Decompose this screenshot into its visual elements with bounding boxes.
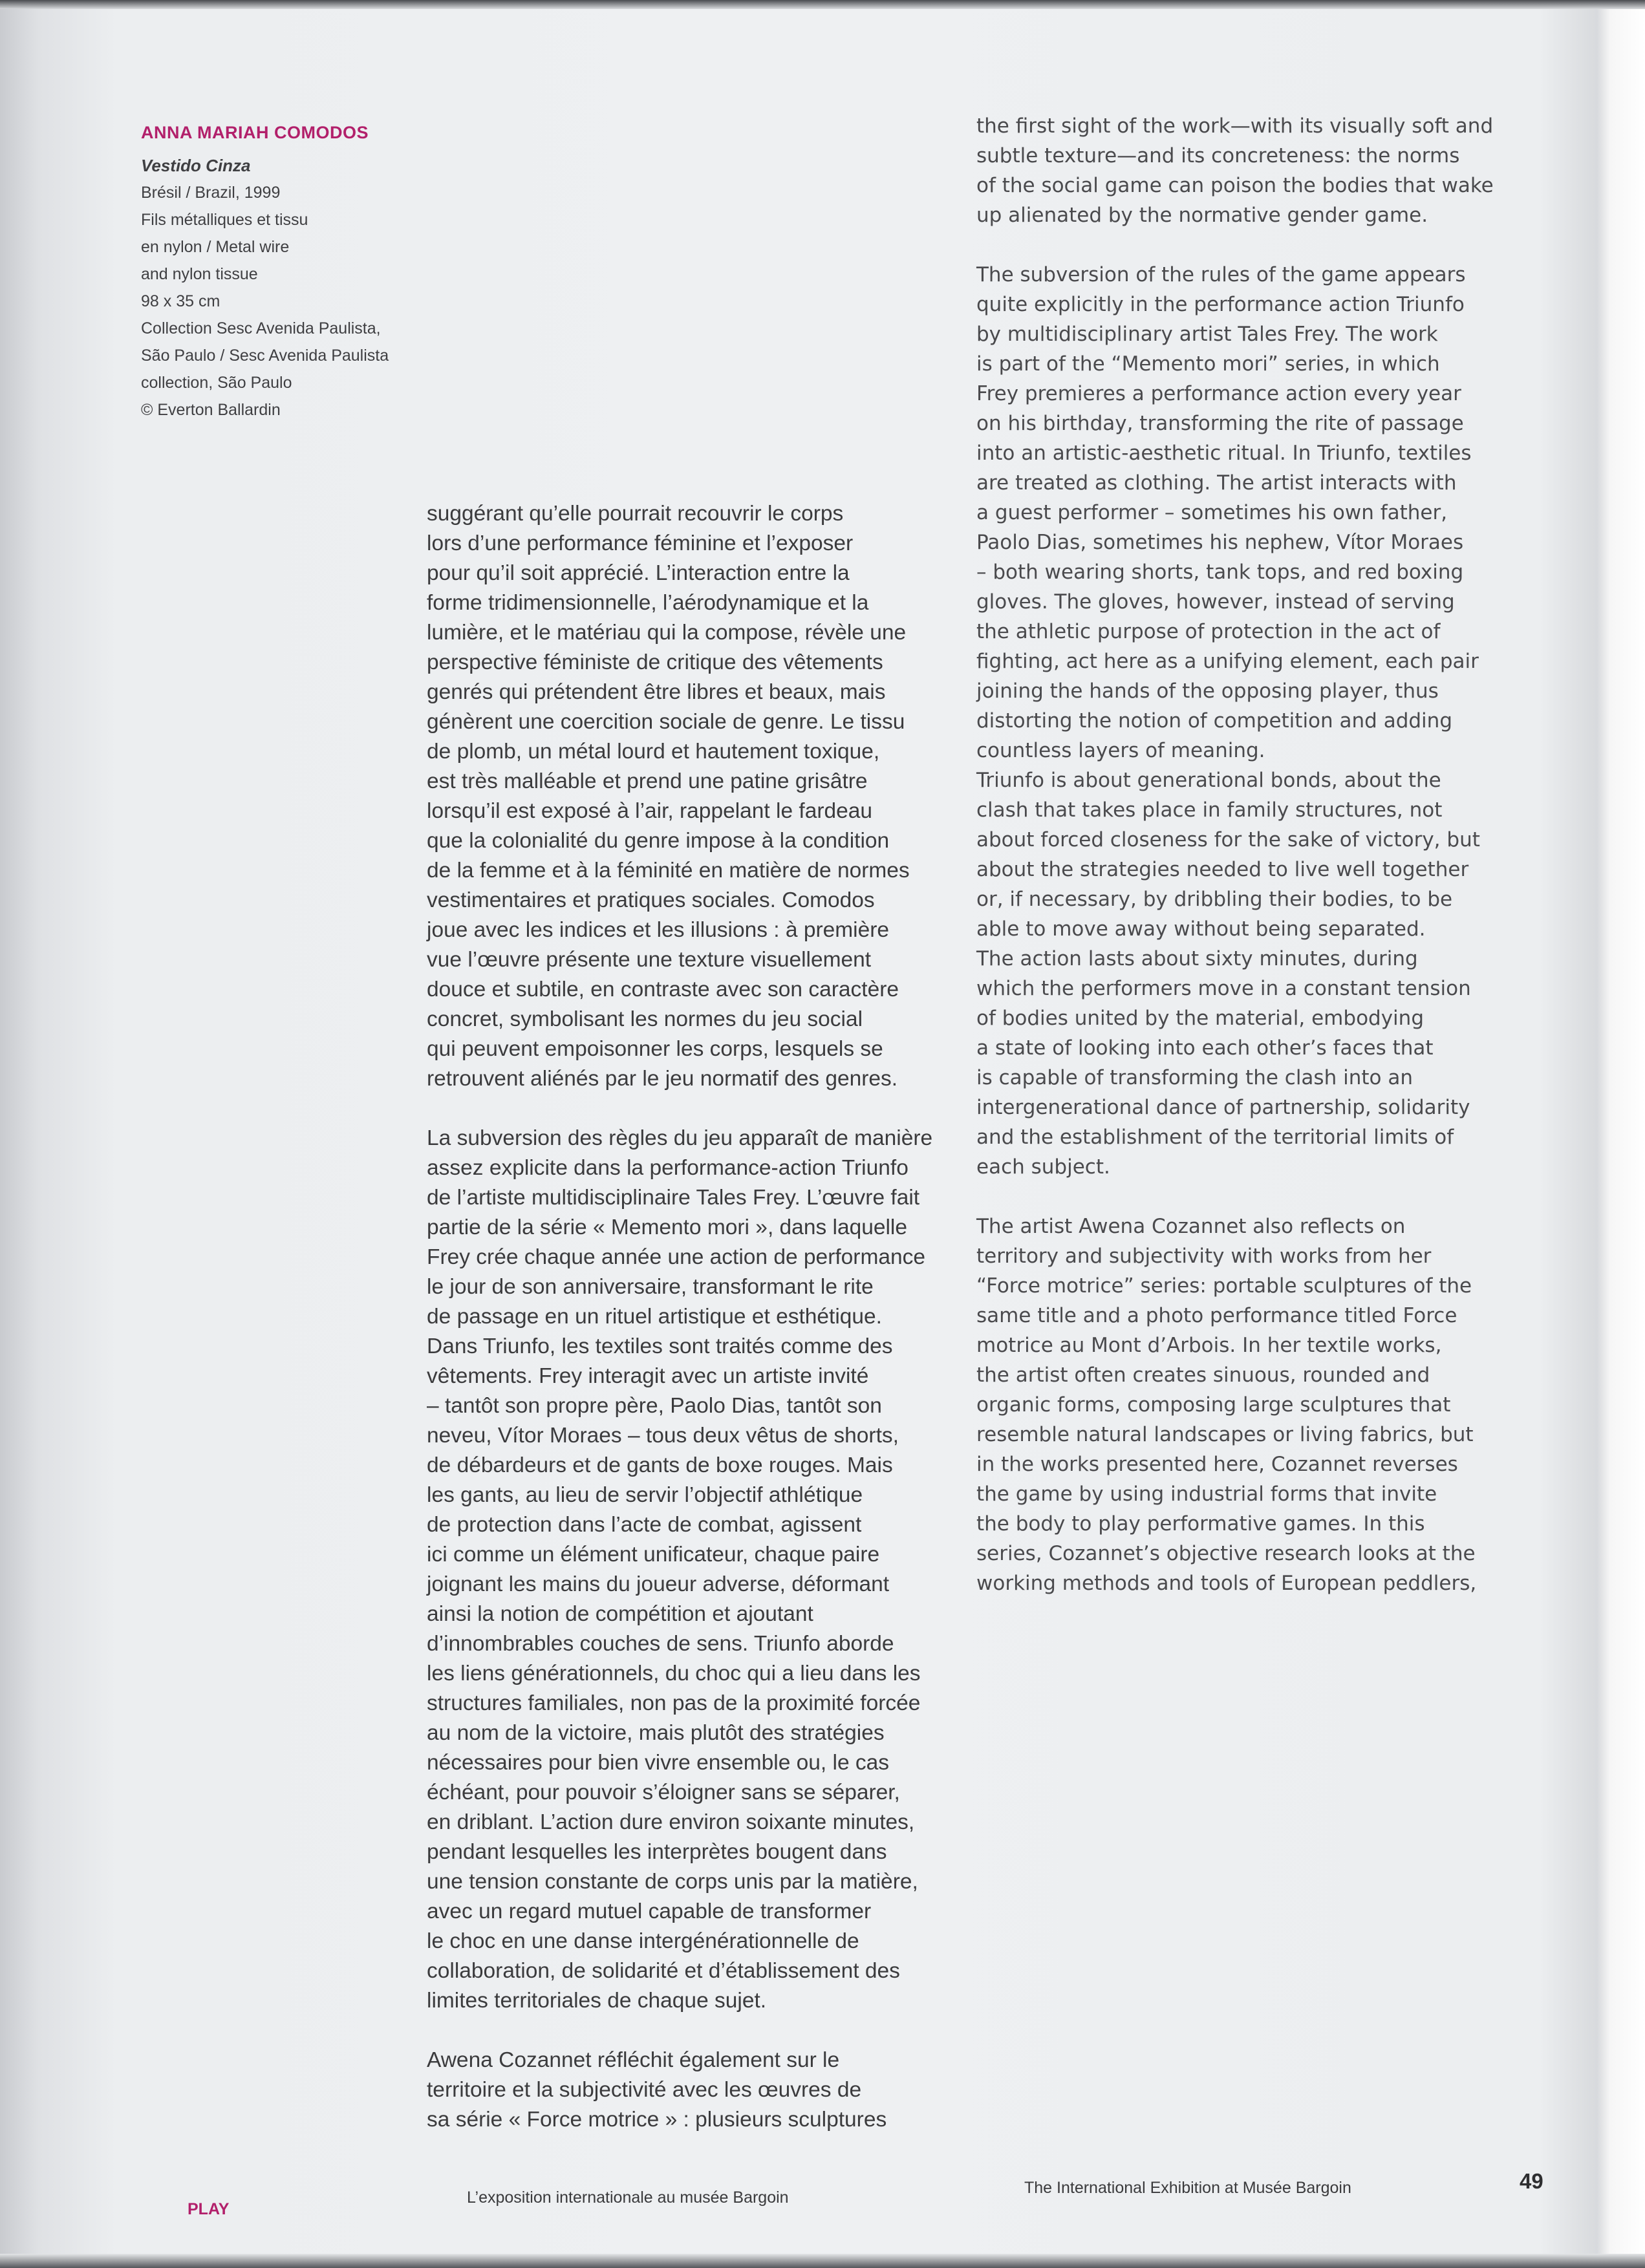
english-text-line: and the establishment of the territorial limits of xyxy=(976,1126,1454,1149)
english-text-line: are treated as clothing. The artist interacts with xyxy=(976,471,1457,495)
french-text-line: douce et subtile, en contraste avec son caractère xyxy=(427,978,899,1001)
english-text-line: motrice au Mont d’Arbois. In her textile works, xyxy=(976,1334,1442,1357)
english-text-line: the game by using industrial forms that invite xyxy=(976,1482,1437,1506)
english-text-line: subtle texture—and its concreteness: the norms xyxy=(976,144,1460,167)
english-text-line: distorting the notion of competition and adding xyxy=(976,709,1452,733)
english-text-line: Triunfo is about generational bonds, about the xyxy=(976,769,1441,792)
french-text-line: le jour de son anniversaire, transformant le rite xyxy=(427,1275,874,1299)
english-text-line: fighting, act here as a unifying element, each pair xyxy=(976,650,1479,673)
english-text-line: about the strategies needed to live well together xyxy=(976,858,1469,881)
english-text-line: a guest performer – sometimes his own father, xyxy=(976,501,1448,524)
french-text-line: nécessaires pour bien vivre ensemble ou, le cas xyxy=(427,1751,890,1775)
english-text-line: the first sight of the work—with its visually soft and xyxy=(976,114,1494,138)
french-text-line: les liens générationnels, du choc qui a lieu dans les xyxy=(427,1662,921,1685)
french-text-line: avec un regard mutuel capable de transformer xyxy=(427,1899,872,1923)
english-text-line: into an artistic-aesthetic ritual. In Triunfo, textiles xyxy=(976,442,1472,465)
french-text-line: La subversion des règles du jeu apparaît de manière xyxy=(427,1126,933,1150)
english-text-line: Paolo Dias, sometimes his nephew, Vítor Moraes xyxy=(976,531,1464,554)
english-text-line: The artist Awena Cozannet also reflects on xyxy=(976,1215,1406,1238)
footer-title-english: The International Exhibition at Musée Bargoin xyxy=(1024,2179,1351,2197)
page-top-shadow xyxy=(0,0,1645,9)
french-text-column xyxy=(427,499,983,2135)
french-text-line: Dans Triunfo, les textiles sont traités comme des xyxy=(427,1334,893,1358)
english-text-column xyxy=(976,111,1520,1598)
english-text-line: about forced closeness for the sake of victory, but xyxy=(976,828,1480,851)
page-bottom-shadow xyxy=(0,2254,1645,2268)
french-text-line: une tension constante de corps unis par la matière, xyxy=(427,1870,918,1894)
english-text-line: or, if necessary, by dribbling their bodies, to be xyxy=(976,888,1453,911)
french-text-line: limites territoriales de chaque sujet. xyxy=(427,1989,767,2013)
english-text-line: The action lasts about sixty minutes, during xyxy=(976,947,1418,970)
french-text-line: de débardeurs et de gants de boxe rouges. Mais xyxy=(427,1453,893,1477)
english-text-line: series, Cozannet’s objective research looks at the xyxy=(976,1542,1476,1565)
credit-line: Fils métalliques et tissu xyxy=(141,211,308,229)
french-text-line: échéant, pour pouvoir s’éloigner sans se séparer, xyxy=(427,1781,900,1804)
english-text-line: in the works presented here, Cozannet reverses xyxy=(976,1453,1458,1476)
french-text-line: lumière, et le matériau qui la compose, révèle une xyxy=(427,621,907,645)
french-text-line: ainsi la notion de compétition et ajoutant xyxy=(427,1602,813,1626)
english-text-line: a state of looking into each other’s faces that xyxy=(976,1036,1434,1060)
french-text-line: vestimentaires et pratiques sociales. Comodos xyxy=(427,888,875,912)
french-text-line: pour qu’il soit apprécié. L’interaction entre la xyxy=(427,561,850,585)
french-text-line: territoire et la subjectivité avec les œuvres de xyxy=(427,2078,862,2102)
french-text-line: est très malléable et prend une patine grisâtre xyxy=(427,769,868,793)
english-text-line: able to move away without being separated. xyxy=(976,917,1426,941)
french-text-line: perspective féministe de critique des vêtements xyxy=(427,650,883,674)
french-text-line: retrouvent aliénés par le jeu normatif des genres. xyxy=(427,1067,898,1091)
english-text-line: countless layers of meaning. xyxy=(976,739,1265,762)
french-text-line: lors d’une performance féminine et l’exposer xyxy=(427,531,854,555)
english-text-line: – both wearing shorts, tank tops, and red boxing xyxy=(976,561,1464,584)
page-number: 49 xyxy=(1520,2169,1543,2193)
english-text-line: each subject. xyxy=(976,1155,1110,1179)
french-text-line: partie de la série « Memento mori », dans laquelle xyxy=(427,1215,907,1239)
french-text-line: assez explicite dans la performance-action Triunfo xyxy=(427,1156,909,1180)
french-text-line: de plomb, un métal lourd et hautement toxique, xyxy=(427,740,880,764)
french-text-line: ici comme un élément unificateur, chaque paire xyxy=(427,1543,880,1567)
credit-line: © Everton Ballardin xyxy=(141,401,281,419)
credit-line: Collection Sesc Avenida Paulista, xyxy=(141,319,381,337)
paragraph-gap xyxy=(427,1094,983,1124)
credit-line: Brésil / Brazil, 1999 xyxy=(141,184,281,202)
french-text-line: le choc en une danse intergénérationnelle de xyxy=(427,1929,859,1953)
french-text-line: au nom de la victoire, mais plutôt des stratégies xyxy=(427,1721,885,1745)
french-text-line: qui peuvent empoisonner les corps, lesquels se xyxy=(427,1037,883,1061)
french-text-line: de protection dans l’acte de combat, agissent xyxy=(427,1513,862,1537)
french-text-line: structures familiales, non pas de la proximité forcée xyxy=(427,1691,921,1715)
english-text-line: clash that takes place in family structures, not xyxy=(976,798,1443,822)
french-text-line: concret, symbolisant les normes du jeu social xyxy=(427,1007,863,1031)
credit-line: collection, São Paulo xyxy=(141,374,292,392)
credit-line: en nylon / Metal wire xyxy=(141,238,290,256)
english-text-line: which the performers move in a constant tension xyxy=(976,977,1471,1000)
paragraph-gap xyxy=(427,2016,983,2046)
english-text-line: joining the hands of the opposing player, thus xyxy=(976,679,1439,703)
english-text-line: organic forms, composing large sculptures that xyxy=(976,1393,1451,1417)
french-text-line: vêtements. Frey interagit avec un artiste invité xyxy=(427,1364,869,1388)
french-text-line: joignant les mains du joueur adverse, déformant xyxy=(427,1572,890,1596)
french-text-line: joue avec les indices et les illusions : à première xyxy=(427,918,890,942)
french-text-line: pendant lesquelles les interprètes bougent dans xyxy=(427,1840,887,1864)
french-text-line: d’innombrables couches de sens. Triunfo aborde xyxy=(427,1632,894,1656)
english-text-line: is capable of transforming the clash into an xyxy=(976,1066,1413,1089)
credit-line: 98 x 35 cm xyxy=(141,292,220,310)
english-text-line: is part of the “Memento mori” series, in which xyxy=(976,352,1440,376)
french-text-line: génèrent une coercition sociale de genre. Le tissu xyxy=(427,710,905,734)
artist-name: ANNA MARIAH COMODOS xyxy=(141,123,369,142)
french-text-line: forme tridimensionnelle, l’aérodynamique et la xyxy=(427,591,869,615)
french-text-line: les gants, au lieu de servir l’objectif athlétique xyxy=(427,1483,863,1507)
french-text-line: de passage en un rituel artistique et esthétique. xyxy=(427,1305,882,1329)
english-text-line: territory and subjectivity with works from her xyxy=(976,1245,1432,1268)
english-text-line: up alienated by the normative gender game. xyxy=(976,204,1428,227)
english-text-line: the body to play performative games. In this xyxy=(976,1512,1425,1535)
english-text-line: of bodies united by the material, embodying xyxy=(976,1007,1424,1030)
english-text-line: quite explicitly in the performance action Triunfo xyxy=(976,293,1465,316)
french-text-line: suggérant qu’elle pourrait recouvrir le corps xyxy=(427,502,844,526)
french-text-line: vue l’œuvre présente une texture visuellement xyxy=(427,948,872,972)
french-text-line: genrés qui prétendent être libres et beaux, mais xyxy=(427,680,886,704)
english-text-line: working methods and tools of European peddlers, xyxy=(976,1572,1477,1595)
footer-title-french: L’exposition internationale au musée Bargoin xyxy=(467,2188,789,2207)
section-label: PLAY xyxy=(188,2200,230,2218)
artwork-credit xyxy=(141,123,425,423)
english-text-line: on his birthday, transforming the rite of passage xyxy=(976,412,1464,435)
english-text-line: resemble natural landscapes or living fabrics, but xyxy=(976,1423,1474,1446)
french-text-line: collaboration, de solidarité et d’établissement des xyxy=(427,1959,900,1983)
english-text-line: the athletic purpose of protection in the act of xyxy=(976,620,1441,643)
artwork-title: Vestido Cinza xyxy=(141,156,251,175)
english-text-line: intergenerational dance of partnership, solidarity xyxy=(976,1096,1470,1119)
french-text-line: sa série « Force motrice » : plusieurs sculptures xyxy=(427,2108,887,2132)
english-text-line: The subversion of the rules of the game appears xyxy=(976,263,1466,286)
paragraph-gap xyxy=(976,1182,1520,1212)
credit-line: São Paulo / Sesc Avenida Paulista xyxy=(141,347,389,365)
french-text-line: Awena Cozannet réfléchit également sur le xyxy=(427,2048,840,2072)
english-text-line: gloves. The gloves, however, instead of serving xyxy=(976,590,1455,614)
english-text-line: by multidisciplinary artist Tales Frey. The work xyxy=(976,323,1438,346)
english-text-line: of the social game can poison the bodies that wake xyxy=(976,174,1494,197)
paragraph-gap xyxy=(976,230,1520,260)
french-text-line: en driblant. L’action dure environ soixante minutes, xyxy=(427,1810,915,1834)
french-text-line: neveu, Vítor Moraes – tous deux vêtus de shorts, xyxy=(427,1424,899,1448)
french-text-line: de la femme et à la féminité en matière de normes xyxy=(427,859,910,883)
french-text-line: Frey crée chaque année une action de performance xyxy=(427,1245,925,1269)
credit-line: and nylon tissue xyxy=(141,265,258,283)
french-text-line: que la colonialité du genre impose à la condition xyxy=(427,829,890,853)
english-text-line: Frey premieres a performance action every year xyxy=(976,382,1461,405)
french-text-line: de l’artiste multidisciplinaire Tales Frey. L’œuvre fait xyxy=(427,1186,920,1210)
english-text-line: the artist often creates sinuous, rounded and xyxy=(976,1364,1430,1387)
english-text-line: same title and a photo performance titled Force xyxy=(976,1304,1457,1327)
french-text-line: lorsqu’il est exposé à l’air, rappelant le fardeau xyxy=(427,799,873,823)
english-text-line: “Force motrice” series: portable sculptures of the xyxy=(976,1274,1472,1298)
french-text-line: – tantôt son propre père, Paolo Dias, tantôt son xyxy=(427,1394,882,1418)
